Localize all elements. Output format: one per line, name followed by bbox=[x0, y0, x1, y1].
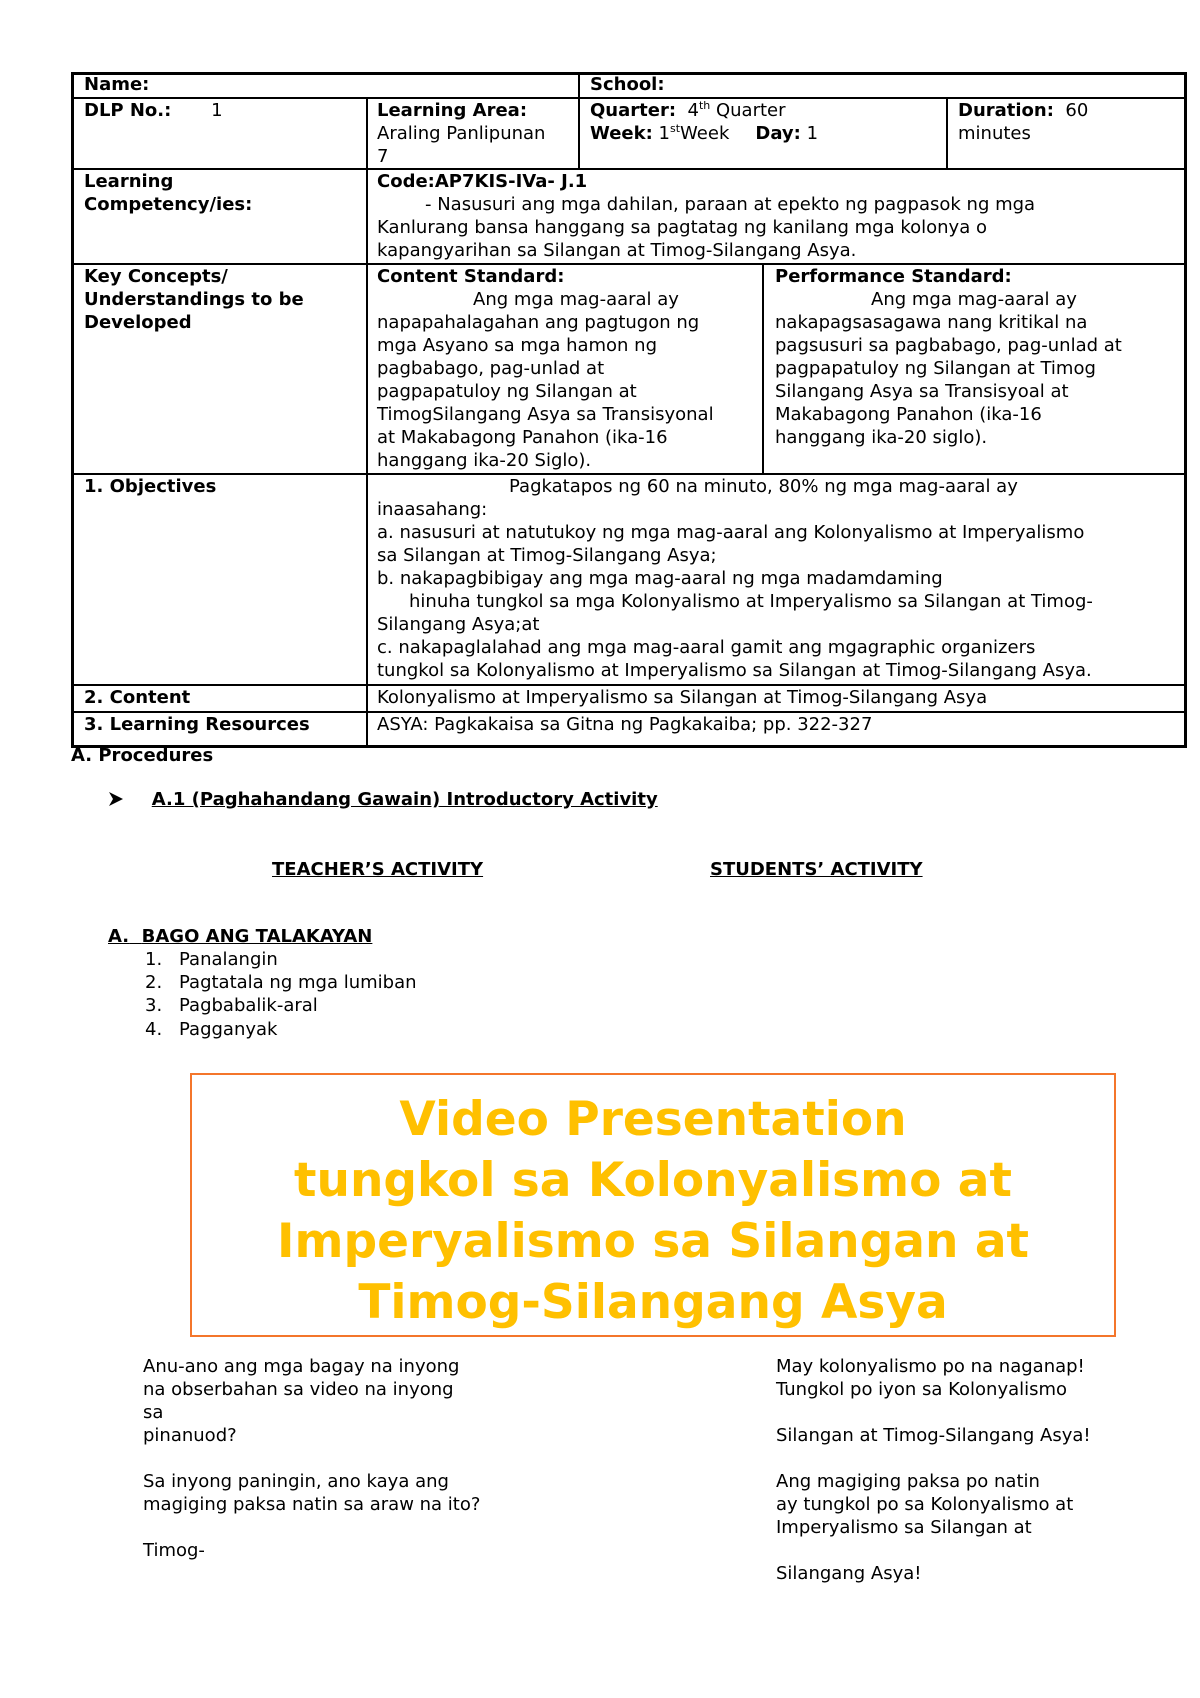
teacher-activity-heading: TEACHER’S ACTIVITY bbox=[272, 859, 484, 880]
video-title-line: Imperyalismo sa Silangan at bbox=[277, 1214, 1029, 1269]
student-line bbox=[776, 1401, 1091, 1424]
objectives-line: c. nakapaglalahad ang mga mag-aaral gamit ang mgagraphic organizers bbox=[377, 637, 1036, 658]
key-concepts-label-line: Understandings to be bbox=[84, 289, 304, 310]
student-line: ay tungkol po sa Kolonyalismo at bbox=[776, 1494, 1074, 1515]
content-standard-line: TimogSilangang Asya sa Transisyonal bbox=[377, 404, 714, 425]
student-line bbox=[776, 1539, 1091, 1562]
learning-area-value: Araling Panlipunan bbox=[377, 123, 546, 144]
video-title-line: Timog-Silangang Asya bbox=[358, 1275, 948, 1330]
teacher-dialogue bbox=[143, 1355, 480, 1562]
step-number: 2. bbox=[145, 972, 163, 993]
content-standard-line: pagpapatuloy ng Silangan at bbox=[377, 381, 637, 402]
objectives-line: inaasahang: bbox=[377, 499, 488, 520]
competency-content bbox=[377, 170, 1035, 262]
content-standard bbox=[377, 265, 714, 472]
performance-standard-line: Makabagong Panahon (ika-16 bbox=[775, 404, 1042, 425]
week-label: Week: bbox=[590, 123, 653, 144]
objectives-line: Pagkatapos ng 60 na minuto, 80% ng mga mag-aaral ay bbox=[509, 476, 1018, 497]
performance-standard-line: hanggang ika-20 siglo). bbox=[775, 427, 988, 448]
col-divider bbox=[366, 97, 368, 748]
duration-value: 60 bbox=[1065, 100, 1089, 121]
teacher-line: sa bbox=[143, 1402, 164, 1423]
objectives-label: 1. Objectives bbox=[84, 476, 217, 497]
objectives-line: b. nakapagbibigay ang mga mag-aaral ng mga madamdaming bbox=[377, 568, 943, 589]
content-standard-line: at Makabagong Panahon (ika-16 bbox=[377, 427, 668, 448]
quarter-label: Quarter: bbox=[590, 100, 677, 121]
competency-code: Code:AP7KIS-IVa- J.1 bbox=[377, 171, 588, 192]
performance-standard-line: pagpapatuloy ng Silangan at Timog bbox=[775, 358, 1096, 379]
list-item bbox=[145, 971, 417, 994]
dlp-label: DLP No.: bbox=[84, 100, 172, 121]
bago-heading-row bbox=[108, 925, 372, 948]
student-line: Ang magiging paksa po natin bbox=[776, 1471, 1040, 1492]
teacher-line: magiging paksa natin sa araw na ito? bbox=[143, 1494, 481, 1515]
bago-prefix: A. bbox=[108, 926, 130, 947]
objectives-line: tungkol sa Kolonyalismo at Imperyalismo sa Silangan at Timog-Silangang Asya. bbox=[377, 660, 1092, 681]
teacher-line: Anu-ano ang mga bagay na inyong bbox=[143, 1356, 460, 1377]
step-number: 4. bbox=[145, 1019, 163, 1040]
content-standard-line: mga Asyano sa mga hamon ng bbox=[377, 335, 658, 356]
competency-line: Kanlurang bansa hanggang sa pagtatag ng kanilang mga kolonya o bbox=[377, 217, 987, 238]
performance-standard-line: Silangang Asya sa Transisyoal at bbox=[775, 381, 1069, 402]
learning-area-grade: 7 bbox=[377, 146, 389, 167]
table-border-bottom bbox=[71, 745, 1187, 748]
teacher-line: na obserbahan sa video na inyong bbox=[143, 1379, 454, 1400]
activity-title-row bbox=[108, 788, 658, 811]
quarter-text: Quarter bbox=[710, 100, 786, 121]
student-line: Tungkol po iyon sa Kolonyalismo bbox=[776, 1379, 1068, 1400]
objectives-line: a. nasusuri at natutukoy ng mga mag-aaral ang Kolonyalismo at Imperyalismo bbox=[377, 522, 1085, 543]
teacher-line bbox=[143, 1516, 480, 1539]
objectives-content bbox=[377, 475, 1093, 682]
key-concepts-label-line: Developed bbox=[84, 312, 192, 333]
resources-label: 3. Learning Resources bbox=[84, 714, 310, 735]
learning-area bbox=[377, 99, 545, 168]
step-number: 1. bbox=[145, 949, 163, 970]
table-border-right bbox=[1184, 72, 1187, 748]
performance-standard-line: pagsusuri sa pagbabago, pag-unlad at bbox=[775, 335, 1122, 356]
dlp-number bbox=[84, 99, 223, 122]
competency-label-line: Learning bbox=[84, 171, 174, 192]
key-concepts-label bbox=[84, 265, 304, 334]
day-label: Day: bbox=[755, 123, 801, 144]
learning-area-label: Learning Area: bbox=[377, 100, 528, 121]
content-standard-label: Content Standard: bbox=[377, 266, 565, 287]
list-item bbox=[145, 948, 278, 971]
teacher-line bbox=[143, 1447, 480, 1470]
dlp-value: 1 bbox=[211, 100, 223, 121]
teacher-line: Timog- bbox=[143, 1540, 205, 1561]
school-label: School: bbox=[590, 74, 665, 95]
step-number: 3. bbox=[145, 995, 163, 1016]
duration bbox=[958, 99, 1088, 145]
content-value: Kolonyalismo at Imperyalismo sa Silangan at Timog-Silangang Asya bbox=[377, 687, 988, 708]
student-dialogue bbox=[776, 1355, 1091, 1585]
performance-standard-line: Ang mga mag-aaral ay bbox=[871, 289, 1077, 310]
resources-value: ASYA: Pagkakaisa sa Gitna ng Pagkakaiba; pp. 322-327 bbox=[377, 714, 873, 735]
list-item bbox=[145, 994, 318, 1017]
week-sup: st bbox=[670, 122, 681, 135]
content-standard-line: Ang mga mag-aaral ay bbox=[473, 289, 679, 310]
quarter-num: 4 bbox=[687, 100, 699, 121]
name-label: Name: bbox=[84, 74, 150, 95]
step-text: Panalangin bbox=[179, 949, 278, 970]
content-standard-line: pagbabago, pag-unlad at bbox=[377, 358, 605, 379]
student-line bbox=[776, 1447, 1091, 1470]
day-value: 1 bbox=[806, 123, 819, 144]
competency-line: kapangyarihan sa Silangan at Timog-Silangang Asya. bbox=[377, 240, 857, 261]
student-line: Silangan at Timog-Silangang Asya! bbox=[776, 1425, 1091, 1446]
activity-title: A.1 (Paghahandang Gawain) Introductory Activity bbox=[151, 789, 658, 810]
content-standard-line: napapahalagahan ang pagtugon ng bbox=[377, 312, 700, 333]
performance-standard-label: Performance Standard: bbox=[775, 266, 1012, 287]
list-item bbox=[145, 1018, 277, 1041]
week-day-line bbox=[590, 122, 818, 145]
procedures-heading: A. Procedures bbox=[71, 745, 214, 766]
col-divider bbox=[762, 263, 764, 475]
objectives-line: hinuha tungkol sa mga Kolonyalismo at Imperyalismo sa Silangan at Timog- bbox=[409, 591, 1093, 612]
content-label: 2. Content bbox=[84, 687, 191, 708]
arrowhead-bullet-icon bbox=[108, 790, 124, 806]
bago-heading: BAGO ANG TALAKAYAN bbox=[141, 926, 373, 947]
video-presentation-box bbox=[190, 1073, 1116, 1337]
duration-line bbox=[958, 99, 1088, 122]
video-title bbox=[192, 1089, 1114, 1333]
quarter-line bbox=[590, 99, 818, 122]
student-line: Imperyalismo sa Silangan at bbox=[776, 1517, 1032, 1538]
step-text: Pagbabalik-aral bbox=[179, 995, 318, 1016]
competency-label bbox=[84, 170, 252, 216]
teacher-line: pinanuod? bbox=[143, 1425, 237, 1446]
objectives-line: sa Silangan at Timog-Silangang Asya; bbox=[377, 545, 717, 566]
step-text: Pagganyak bbox=[179, 1019, 278, 1040]
objectives-line: Silangang Asya;at bbox=[377, 614, 540, 635]
competency-line: - Nasusuri ang mga dahilan, paraan at epekto ng pagpasok ng mga bbox=[425, 194, 1036, 215]
col-divider bbox=[946, 97, 948, 170]
teacher-line: Sa inyong paningin, ano kaya ang bbox=[143, 1471, 449, 1492]
duration-unit: minutes bbox=[958, 123, 1031, 144]
duration-label: Duration: bbox=[958, 100, 1054, 121]
students-activity-heading: STUDENTS’ ACTIVITY bbox=[710, 859, 923, 880]
performance-standard bbox=[775, 265, 1122, 449]
video-title-line: Video Presentation bbox=[399, 1092, 907, 1147]
key-concepts-label-line: Key Concepts/ bbox=[84, 266, 228, 287]
step-text: Pagtatala ng mga lumiban bbox=[179, 972, 417, 993]
performance-standard-line: nakapagsasagawa nang kritikal na bbox=[775, 312, 1088, 333]
competency-label-line: Competency/ies: bbox=[84, 194, 253, 215]
student-line: May kolonyalismo po na naganap! bbox=[776, 1356, 1085, 1377]
week-num: 1 bbox=[658, 123, 670, 144]
quarter-sup: th bbox=[698, 99, 711, 112]
col-divider bbox=[578, 72, 580, 170]
quarter-week-day bbox=[590, 99, 818, 145]
content-standard-line: hanggang ika-20 Siglo). bbox=[377, 450, 592, 471]
week-text: Week bbox=[680, 123, 730, 144]
video-title-line: tungkol sa Kolonyalismo at bbox=[294, 1153, 1012, 1208]
student-line: Silangang Asya! bbox=[776, 1563, 922, 1584]
table-border-left bbox=[71, 72, 74, 748]
